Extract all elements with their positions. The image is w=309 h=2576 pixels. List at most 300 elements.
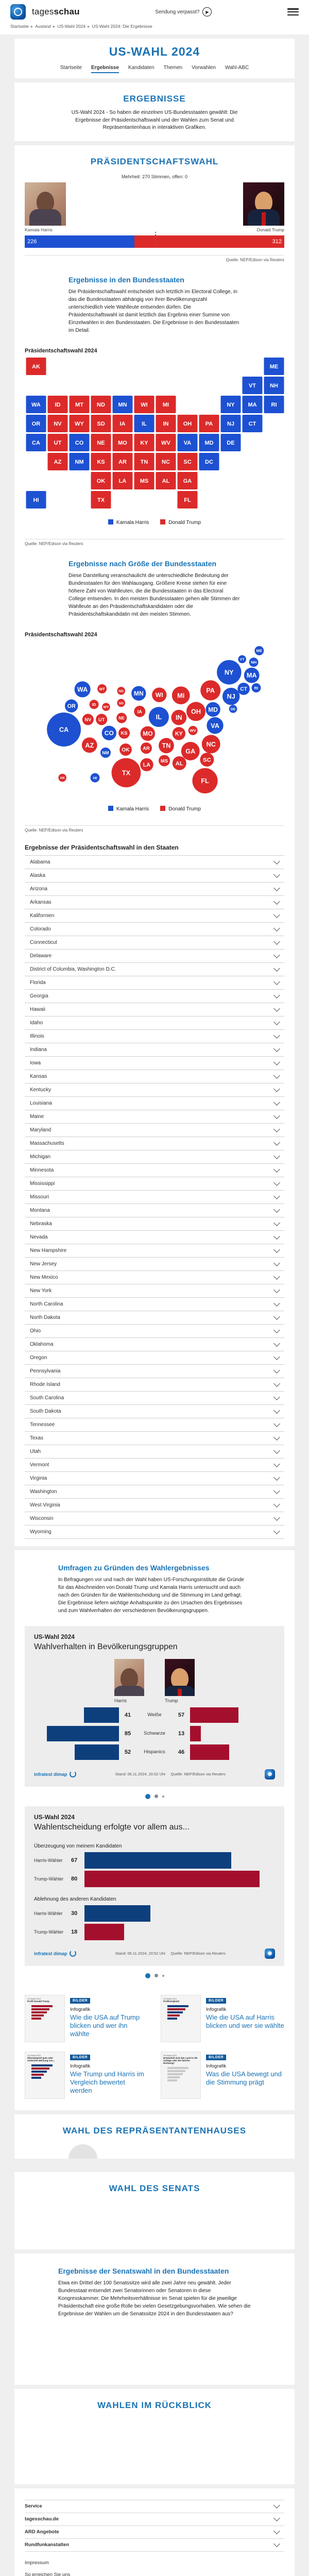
map-state-MO[interactable] xyxy=(113,434,133,451)
state-row-texas[interactable] xyxy=(25,1431,284,1445)
chevron-down-icon xyxy=(273,1179,280,1186)
state-row-tennessee[interactable] xyxy=(25,1418,284,1431)
map-state-AL[interactable] xyxy=(156,472,176,489)
cartogram-state-CA[interactable] xyxy=(47,713,81,747)
legend-item: Kamala Harris xyxy=(108,519,149,526)
cartogram-state-MO[interactable] xyxy=(141,726,155,740)
chevron-down-icon xyxy=(273,1420,280,1427)
chevron-down-icon xyxy=(273,1045,280,1052)
svg-text:IN: IN xyxy=(163,421,169,427)
thumb-bar xyxy=(31,2011,47,2013)
chevron-down-icon xyxy=(273,1193,280,1199)
cartogram-state-WV[interactable] xyxy=(188,725,198,735)
state-row-delaware[interactable] xyxy=(25,949,284,962)
state-row-alaska[interactable] xyxy=(25,869,284,882)
cartogram-state-OH[interactable] xyxy=(186,702,205,721)
map-state-NC[interactable] xyxy=(156,453,176,470)
tagesschau-logo-icon[interactable] xyxy=(10,4,26,20)
teaser-title[interactable]: Wie die USA auf Harris blicken und wer sie wählte xyxy=(206,2013,284,2030)
carousel-dot[interactable] xyxy=(154,1974,158,1977)
cartogram-state-NE[interactable] xyxy=(116,713,127,723)
teaser-title[interactable]: Wie die USA auf Trump blicken und wer ihn wählte xyxy=(70,2013,148,2039)
state-row-label: New Hampshire xyxy=(25,1248,66,1253)
svg-text:NV: NV xyxy=(84,717,92,722)
map-state-DC[interactable] xyxy=(199,453,219,470)
state-row-nebraska[interactable] xyxy=(25,1217,284,1230)
carousel-dot-active[interactable] xyxy=(145,1794,150,1799)
map-state-MS[interactable] xyxy=(134,472,154,489)
state-row-kalifornien[interactable] xyxy=(25,909,284,922)
state-row-oregon[interactable] xyxy=(25,1351,284,1364)
svg-text:OR: OR xyxy=(67,703,76,709)
map-state-ME[interactable] xyxy=(264,358,284,375)
cartogram-state-GA[interactable] xyxy=(181,741,200,760)
state-row-hawaii[interactable] xyxy=(25,1003,284,1016)
ard-icon: ◉ xyxy=(265,1769,275,1780)
teaser-title[interactable]: Wie Trump und Harris im Vergleich bewertet werden xyxy=(70,2070,148,2095)
state-row-kentucky[interactable] xyxy=(25,1083,284,1096)
teaser-kicker: Infografik xyxy=(206,2004,284,2013)
map-state-KS[interactable] xyxy=(91,453,111,470)
chart2-group-label: Ablehnung des anderen Kandidaten xyxy=(34,1889,275,1905)
svg-text:AR: AR xyxy=(118,459,127,465)
map-state-NV[interactable] xyxy=(48,415,68,432)
state-row-label: Oklahoma xyxy=(25,1342,54,1347)
state-row-massachusetts[interactable] xyxy=(25,1137,284,1150)
teaser-infografik[interactable] xyxy=(25,1995,148,2042)
cartogram-state-WY[interactable] xyxy=(102,703,110,711)
state-row-mississippi[interactable] xyxy=(25,1177,284,1190)
legend-item: Donald Trump xyxy=(160,806,201,812)
cartogram-state-NV[interactable] xyxy=(82,714,94,725)
chart2-row xyxy=(34,1852,275,1869)
svg-text:WA: WA xyxy=(77,686,88,693)
teaser-infografik[interactable] xyxy=(161,2052,284,2099)
breadcrumb-item[interactable]: Ausland xyxy=(35,24,51,29)
svg-text:NM: NM xyxy=(75,459,83,465)
teaser-kicker: Infografik xyxy=(70,2061,148,2070)
cartogram-state-OR[interactable] xyxy=(65,699,78,712)
state-row-label: Idaho xyxy=(25,1020,43,1026)
cartogram-state-ME[interactable] xyxy=(254,646,264,655)
tab-vorwahlen[interactable]: Vorwahlen xyxy=(192,65,216,73)
teaser-thumbnail xyxy=(161,1995,201,2042)
state-row-oklahoma[interactable] xyxy=(25,1337,284,1351)
senate-states-text: Etwa ein Drittel der 100 Senatssitze wird alle zwei Jahre neu gewählt. Jeder Bundesstaat entsendet zwei Senatorinnen oder Senatoren in diese Kongresskammer. Die Mehrheitsverhältnisse im Senat spielen für die jeweilige Präsidentschaft eine große Rolle bei vielen Gesetzgebungsvorhaben. Wie sehen die Ergebnisse der Wahlen um die Senatssitze 2024 in den Bundesstaaten aus? xyxy=(58,2279,251,2322)
state-row-virginia[interactable] xyxy=(25,1471,284,1485)
cartogram-state-WI[interactable] xyxy=(152,687,166,702)
state-row-label: Rhode Island xyxy=(25,1382,60,1387)
cartogram-state-MI[interactable] xyxy=(172,686,190,704)
state-row-maine[interactable] xyxy=(25,1110,284,1123)
cartogram-state-AZ[interactable] xyxy=(82,737,97,753)
chart2-row-value: 80 xyxy=(71,1876,84,1882)
state-row-label: Nevada xyxy=(25,1234,47,1240)
breadcrumb-item[interactable]: Startseite xyxy=(10,24,29,29)
svg-text:TN: TN xyxy=(162,742,171,749)
chevron-down-icon xyxy=(273,1380,280,1387)
state-row-rhode-island[interactable] xyxy=(25,1378,284,1391)
state-row-north-dakota[interactable] xyxy=(25,1311,284,1324)
carousel-dot[interactable] xyxy=(154,1794,158,1798)
state-row-florida[interactable] xyxy=(25,976,284,989)
state-row-ohio[interactable] xyxy=(25,1324,284,1337)
map-state-FL[interactable] xyxy=(178,491,198,509)
state-row-pennsylvania[interactable] xyxy=(25,1364,284,1378)
state-row-georgia[interactable] xyxy=(25,989,284,1003)
map-state-WY[interactable] xyxy=(70,415,90,432)
map-state-NJ[interactable] xyxy=(221,415,241,432)
electoral-cartogram[interactable] xyxy=(25,641,286,798)
state-row-idaho[interactable] xyxy=(25,1016,284,1029)
cartogram-state-RI[interactable] xyxy=(252,683,261,692)
map-state-VT[interactable] xyxy=(243,377,263,394)
cartogram-state-NY[interactable] xyxy=(217,660,241,684)
map-state-IL[interactable] xyxy=(134,415,154,432)
state-row-new-mexico[interactable] xyxy=(25,1270,284,1284)
cartogram-state-TN[interactable] xyxy=(159,738,174,753)
footer-accordion-service[interactable] xyxy=(25,2500,284,2513)
map-state-ND[interactable] xyxy=(91,396,111,413)
state-row-label: Michigan xyxy=(25,1154,50,1160)
hamburger-menu-icon[interactable] xyxy=(287,8,299,15)
cartogram-state-CT[interactable] xyxy=(237,683,250,695)
harris-value-bar xyxy=(84,1707,119,1723)
map-state-RI[interactable] xyxy=(264,396,284,413)
state-row-nevada[interactable] xyxy=(25,1230,284,1244)
tab-startseite[interactable]: Startseite xyxy=(60,65,82,73)
map-state-NM[interactable] xyxy=(70,453,90,470)
cartogram-state-PA[interactable] xyxy=(200,680,220,700)
svg-text:IL: IL xyxy=(156,714,162,721)
chevron-down-icon xyxy=(273,992,280,998)
svg-text:MO: MO xyxy=(118,440,127,446)
state-row-label: Ohio xyxy=(25,1328,41,1334)
teaser-infografik[interactable] xyxy=(25,2052,148,2099)
map-state-OK[interactable] xyxy=(91,472,111,489)
svg-text:ID: ID xyxy=(92,702,96,706)
state-row-label: Wyoming xyxy=(25,1529,52,1535)
teaser-body xyxy=(70,2052,148,2099)
state-row-iowa[interactable] xyxy=(25,1056,284,1070)
carousel-dot[interactable] xyxy=(162,1975,164,1977)
cartogram-state-WA[interactable] xyxy=(75,681,91,697)
map-state-CA[interactable] xyxy=(26,434,46,451)
svg-text:OK: OK xyxy=(122,747,130,753)
map-state-HI[interactable] xyxy=(26,491,46,509)
state-row-wyoming[interactable] xyxy=(25,1525,284,1538)
cartogram-chart-label: Präsidentschaftswahl 2024 xyxy=(25,622,284,641)
svg-text:HI: HI xyxy=(93,775,97,780)
svg-text:ME: ME xyxy=(256,648,262,653)
chart1-trump-label: Trump xyxy=(165,1696,195,1703)
cartogram-state-VT[interactable] xyxy=(238,655,246,663)
footer-link-so-erreichen-sie-uns[interactable]: So erreichen Sie uns xyxy=(25,2569,284,2576)
state-row-illinois[interactable] xyxy=(25,1029,284,1043)
us-states-map[interactable] xyxy=(25,357,286,512)
chart1-title: Wahlverhalten in Bevölkerungsgruppen xyxy=(34,1640,275,1652)
state-row-arkansas[interactable] xyxy=(25,895,284,909)
thumb-kicker: US-Wahl 2024 xyxy=(163,2054,198,2057)
bilder-badge: BILDER xyxy=(70,2055,90,2060)
map-state-NY[interactable] xyxy=(221,396,241,413)
chart2-bar-track xyxy=(84,1871,275,1887)
cartogram-state-TX[interactable] xyxy=(112,758,141,787)
state-row-indiana[interactable] xyxy=(25,1043,284,1056)
state-row-louisiana[interactable] xyxy=(25,1096,284,1110)
breadcrumb-separator: ▸ xyxy=(31,24,33,29)
map-state-CT[interactable] xyxy=(243,415,263,432)
svg-text:LA: LA xyxy=(119,478,127,484)
state-row-vermont[interactable] xyxy=(25,1458,284,1471)
map-state-NE[interactable] xyxy=(91,434,111,451)
cartogram-state-CO[interactable] xyxy=(102,725,116,740)
state-row-kansas[interactable] xyxy=(25,1070,284,1083)
chart2-row-value: 18 xyxy=(71,1929,84,1935)
teaser-title[interactable]: Was die USA bewegt und die Stimmung prägt xyxy=(206,2070,284,2087)
hemicycle-placeholder xyxy=(68,2144,97,2159)
svg-text:AZ: AZ xyxy=(54,459,62,465)
footer-links xyxy=(25,2552,284,2576)
svg-text:CA: CA xyxy=(59,726,68,733)
svg-text:ME: ME xyxy=(270,364,279,370)
footer-accordion-label: Rundfunkanstalten xyxy=(25,2542,69,2548)
size-heading: Ergebnisse nach Größe der Bundesstaaten xyxy=(68,546,241,572)
tab-wahl-abc[interactable]: Wahl-ABC xyxy=(225,65,249,73)
tab-ergebnisse[interactable]: Ergebnisse xyxy=(91,65,119,73)
carousel-dot-active[interactable] xyxy=(145,1973,150,1978)
state-row-south-dakota[interactable] xyxy=(25,1404,284,1418)
state-row-wisconsin[interactable] xyxy=(25,1512,284,1525)
breadcrumb[interactable] xyxy=(10,20,299,32)
state-row-utah[interactable] xyxy=(25,1445,284,1458)
trump-bar xyxy=(134,235,284,248)
state-row-alabama[interactable] xyxy=(25,855,284,869)
cartogram-state-FL[interactable] xyxy=(192,768,217,793)
svg-text:OH: OH xyxy=(183,421,192,427)
state-row-north-carolina[interactable] xyxy=(25,1297,284,1311)
chevron-down-icon xyxy=(273,885,280,891)
cartogram-state-OK[interactable] xyxy=(119,743,132,756)
chart2-row-label: Harris-Wähler xyxy=(34,1911,71,1916)
cartogram-source: Quelle: NEP/Edison via Reuters xyxy=(25,825,284,833)
breadcrumb-separator: ▸ xyxy=(53,24,55,29)
map-state-AZ[interactable] xyxy=(48,453,68,470)
state-row-new-jersey[interactable] xyxy=(25,1257,284,1270)
map-state-AR[interactable] xyxy=(113,453,133,470)
teaser-infografik[interactable] xyxy=(161,1995,284,2042)
map-state-IA[interactable] xyxy=(113,415,133,432)
state-row-new-york[interactable] xyxy=(25,1284,284,1297)
thumb-mini-chart xyxy=(163,2005,198,2020)
thumb-bar xyxy=(31,2077,41,2079)
cartogram-state-IN[interactable] xyxy=(171,709,186,725)
cartogram-legend xyxy=(25,801,284,818)
map-state-UT[interactable] xyxy=(48,434,68,451)
brand-wordmark[interactable] xyxy=(32,7,80,17)
map-state-VA[interactable] xyxy=(178,434,198,451)
svg-text:MA: MA xyxy=(247,672,257,679)
cartogram-state-VA[interactable] xyxy=(207,717,223,734)
footer-accordion-tagesschau-de[interactable] xyxy=(25,2513,284,2526)
svg-text:WI: WI xyxy=(141,402,147,408)
chevron-down-icon xyxy=(273,1487,280,1494)
state-row-arizona[interactable] xyxy=(25,882,284,895)
cartogram-state-AL[interactable] xyxy=(173,756,186,770)
chevron-down-icon xyxy=(273,1166,280,1173)
svg-text:NY: NY xyxy=(227,402,235,408)
cartogram-state-IL[interactable] xyxy=(149,707,169,727)
footer-link-impressum[interactable]: Impressum xyxy=(25,2557,284,2569)
chevron-down-icon xyxy=(273,1528,280,1534)
state-row-label: South Dakota xyxy=(25,1409,61,1414)
cartogram-state-NH[interactable] xyxy=(249,657,259,667)
state-row-label: Nebraska xyxy=(25,1221,52,1227)
cartogram-state-SC[interactable] xyxy=(200,753,214,767)
trump-photo-small xyxy=(165,1659,195,1696)
cartogram-state-MD[interactable] xyxy=(205,702,220,716)
thumb-mini-chart xyxy=(163,2067,198,2081)
cartogram-state-NM[interactable] xyxy=(100,747,111,757)
breadcrumb-item[interactable]: US-Wahl 2024: Die Ergebnisse xyxy=(92,24,152,29)
map-state-ID[interactable] xyxy=(48,396,68,413)
footer-accordion-rundfunkanstalten[interactable] xyxy=(25,2538,284,2551)
map-state-TX[interactable] xyxy=(91,491,111,509)
map-state-KY[interactable] xyxy=(134,434,154,451)
map-state-SD[interactable] xyxy=(91,415,111,432)
thumb-kicker: US-Wahl 2024 xyxy=(27,1997,62,2000)
map-state-DE[interactable] xyxy=(221,434,241,451)
footer-accordion-label: Service xyxy=(25,2503,42,2509)
cartogram-state-UT[interactable] xyxy=(96,714,107,725)
map-state-PA[interactable] xyxy=(199,415,219,432)
map-state-OR[interactable] xyxy=(26,415,46,432)
harris-value: 52 xyxy=(119,1749,136,1755)
hub-tabs xyxy=(14,59,295,78)
map-state-CO[interactable] xyxy=(70,434,90,451)
state-row-south-carolina[interactable] xyxy=(25,1391,284,1404)
cartogram-state-ND[interactable] xyxy=(117,687,125,695)
svg-text:AK: AK xyxy=(32,364,40,370)
state-row-label: Indiana xyxy=(25,1047,47,1053)
legend-swatch xyxy=(160,519,165,524)
cartogram-state-KS[interactable] xyxy=(118,727,130,738)
carousel-dot[interactable] xyxy=(162,1795,164,1798)
senate-states-heading: Ergebnisse der Senatswahl in den Bundesstaaten xyxy=(58,2253,251,2279)
state-row-label: Virginia xyxy=(25,1476,47,1481)
map-state-WA[interactable] xyxy=(26,396,46,413)
teaser-kicker: Infografik xyxy=(206,2061,284,2070)
svg-text:AL: AL xyxy=(162,478,170,484)
state-row-label: Alaska xyxy=(25,873,45,878)
teaser-thumbnail xyxy=(25,1995,65,2042)
map-state-LA[interactable] xyxy=(113,472,133,489)
map-state-SC[interactable] xyxy=(178,453,198,470)
svg-text:WY: WY xyxy=(75,421,84,427)
cartogram-state-MN[interactable] xyxy=(131,686,146,700)
map-state-MD[interactable] xyxy=(199,434,219,451)
state-row-montana[interactable] xyxy=(25,1204,284,1217)
map-state-MI[interactable] xyxy=(156,396,176,413)
map-state-MN[interactable] xyxy=(113,396,133,413)
svg-text:LA: LA xyxy=(143,762,151,768)
tab-kandidaten[interactable]: Kandidaten xyxy=(128,65,154,73)
cartogram-state-SD[interactable] xyxy=(117,699,125,707)
cartogram-state-IA[interactable] xyxy=(134,705,145,717)
legend-swatch xyxy=(108,806,113,811)
category-label: Schwarze xyxy=(136,1731,173,1736)
map-state-IN[interactable] xyxy=(156,415,176,432)
cartogram-state-AK[interactable] xyxy=(58,773,66,782)
state-row-label: Kalifornien xyxy=(25,913,54,919)
cartogram-state-MA[interactable] xyxy=(244,667,260,683)
cartogram-state-AR[interactable] xyxy=(141,742,152,754)
state-row-michigan[interactable] xyxy=(25,1150,284,1163)
thumb-bar xyxy=(31,2074,44,2076)
cartogram-state-HI[interactable] xyxy=(91,773,100,782)
state-row-new-hampshire[interactable] xyxy=(25,1244,284,1257)
map-state-MT[interactable] xyxy=(70,396,90,413)
cartogram-state-MS[interactable] xyxy=(159,755,170,766)
state-row-washington[interactable] xyxy=(25,1485,284,1498)
teaser-kicker: Infografik xyxy=(70,2004,148,2013)
chevron-down-icon xyxy=(273,898,280,905)
svg-text:TN: TN xyxy=(141,459,148,465)
breadcrumb-item[interactable]: US-Wahl 2024 xyxy=(57,24,85,29)
map-state-TN[interactable] xyxy=(134,453,154,470)
chevron-down-icon xyxy=(273,911,280,918)
map-state-OH[interactable] xyxy=(178,415,198,432)
cartogram-state-ID[interactable] xyxy=(90,700,99,709)
map-state-AK[interactable] xyxy=(26,358,46,375)
state-row-connecticut[interactable] xyxy=(25,936,284,949)
cartogram-state-KY[interactable] xyxy=(173,727,185,740)
cartogram-state-LA[interactable] xyxy=(140,758,153,771)
map-state-GA[interactable] xyxy=(178,472,198,489)
legend-swatch xyxy=(108,519,113,524)
map-state-NH[interactable] xyxy=(264,377,284,394)
map-state-MA[interactable] xyxy=(243,396,263,413)
harris-photo-small xyxy=(114,1659,144,1696)
chart2-bar-track xyxy=(84,1905,275,1922)
footer-accordions xyxy=(25,2500,284,2552)
thumb-bar xyxy=(167,2014,180,2016)
cartogram-state-NC[interactable] xyxy=(202,735,220,753)
harris-bar xyxy=(25,235,134,248)
footer-accordion-ard-angebote[interactable] xyxy=(25,2526,284,2538)
state-row-label: Georgia xyxy=(25,993,48,999)
state-row-label: Montana xyxy=(25,1208,50,1213)
cartogram-state-MT[interactable] xyxy=(97,684,107,693)
tab-themen[interactable]: Themen xyxy=(164,65,183,73)
cartogram-state-DE[interactable] xyxy=(229,705,237,713)
map-state-WI[interactable] xyxy=(134,396,154,413)
state-row-minnesota[interactable] xyxy=(25,1163,284,1177)
state-row-district-of-columbia-washington-d-c-[interactable] xyxy=(25,962,284,976)
state-row-maryland[interactable] xyxy=(25,1123,284,1137)
state-row-label: Minnesota xyxy=(25,1167,54,1173)
carousel-dots-1 xyxy=(14,1787,295,1806)
sendung-verpasst-link[interactable] xyxy=(155,7,212,16)
map-state-WV[interactable] xyxy=(156,434,176,451)
state-row-missouri[interactable] xyxy=(25,1190,284,1204)
state-row-colorado[interactable] xyxy=(25,922,284,936)
cartogram-state-NJ[interactable] xyxy=(222,687,240,705)
svg-text:NC: NC xyxy=(162,459,170,465)
play-icon[interactable]: ▶ xyxy=(202,7,212,16)
chart2-row xyxy=(34,1905,275,1922)
state-row-west-virginia[interactable] xyxy=(25,1498,284,1512)
